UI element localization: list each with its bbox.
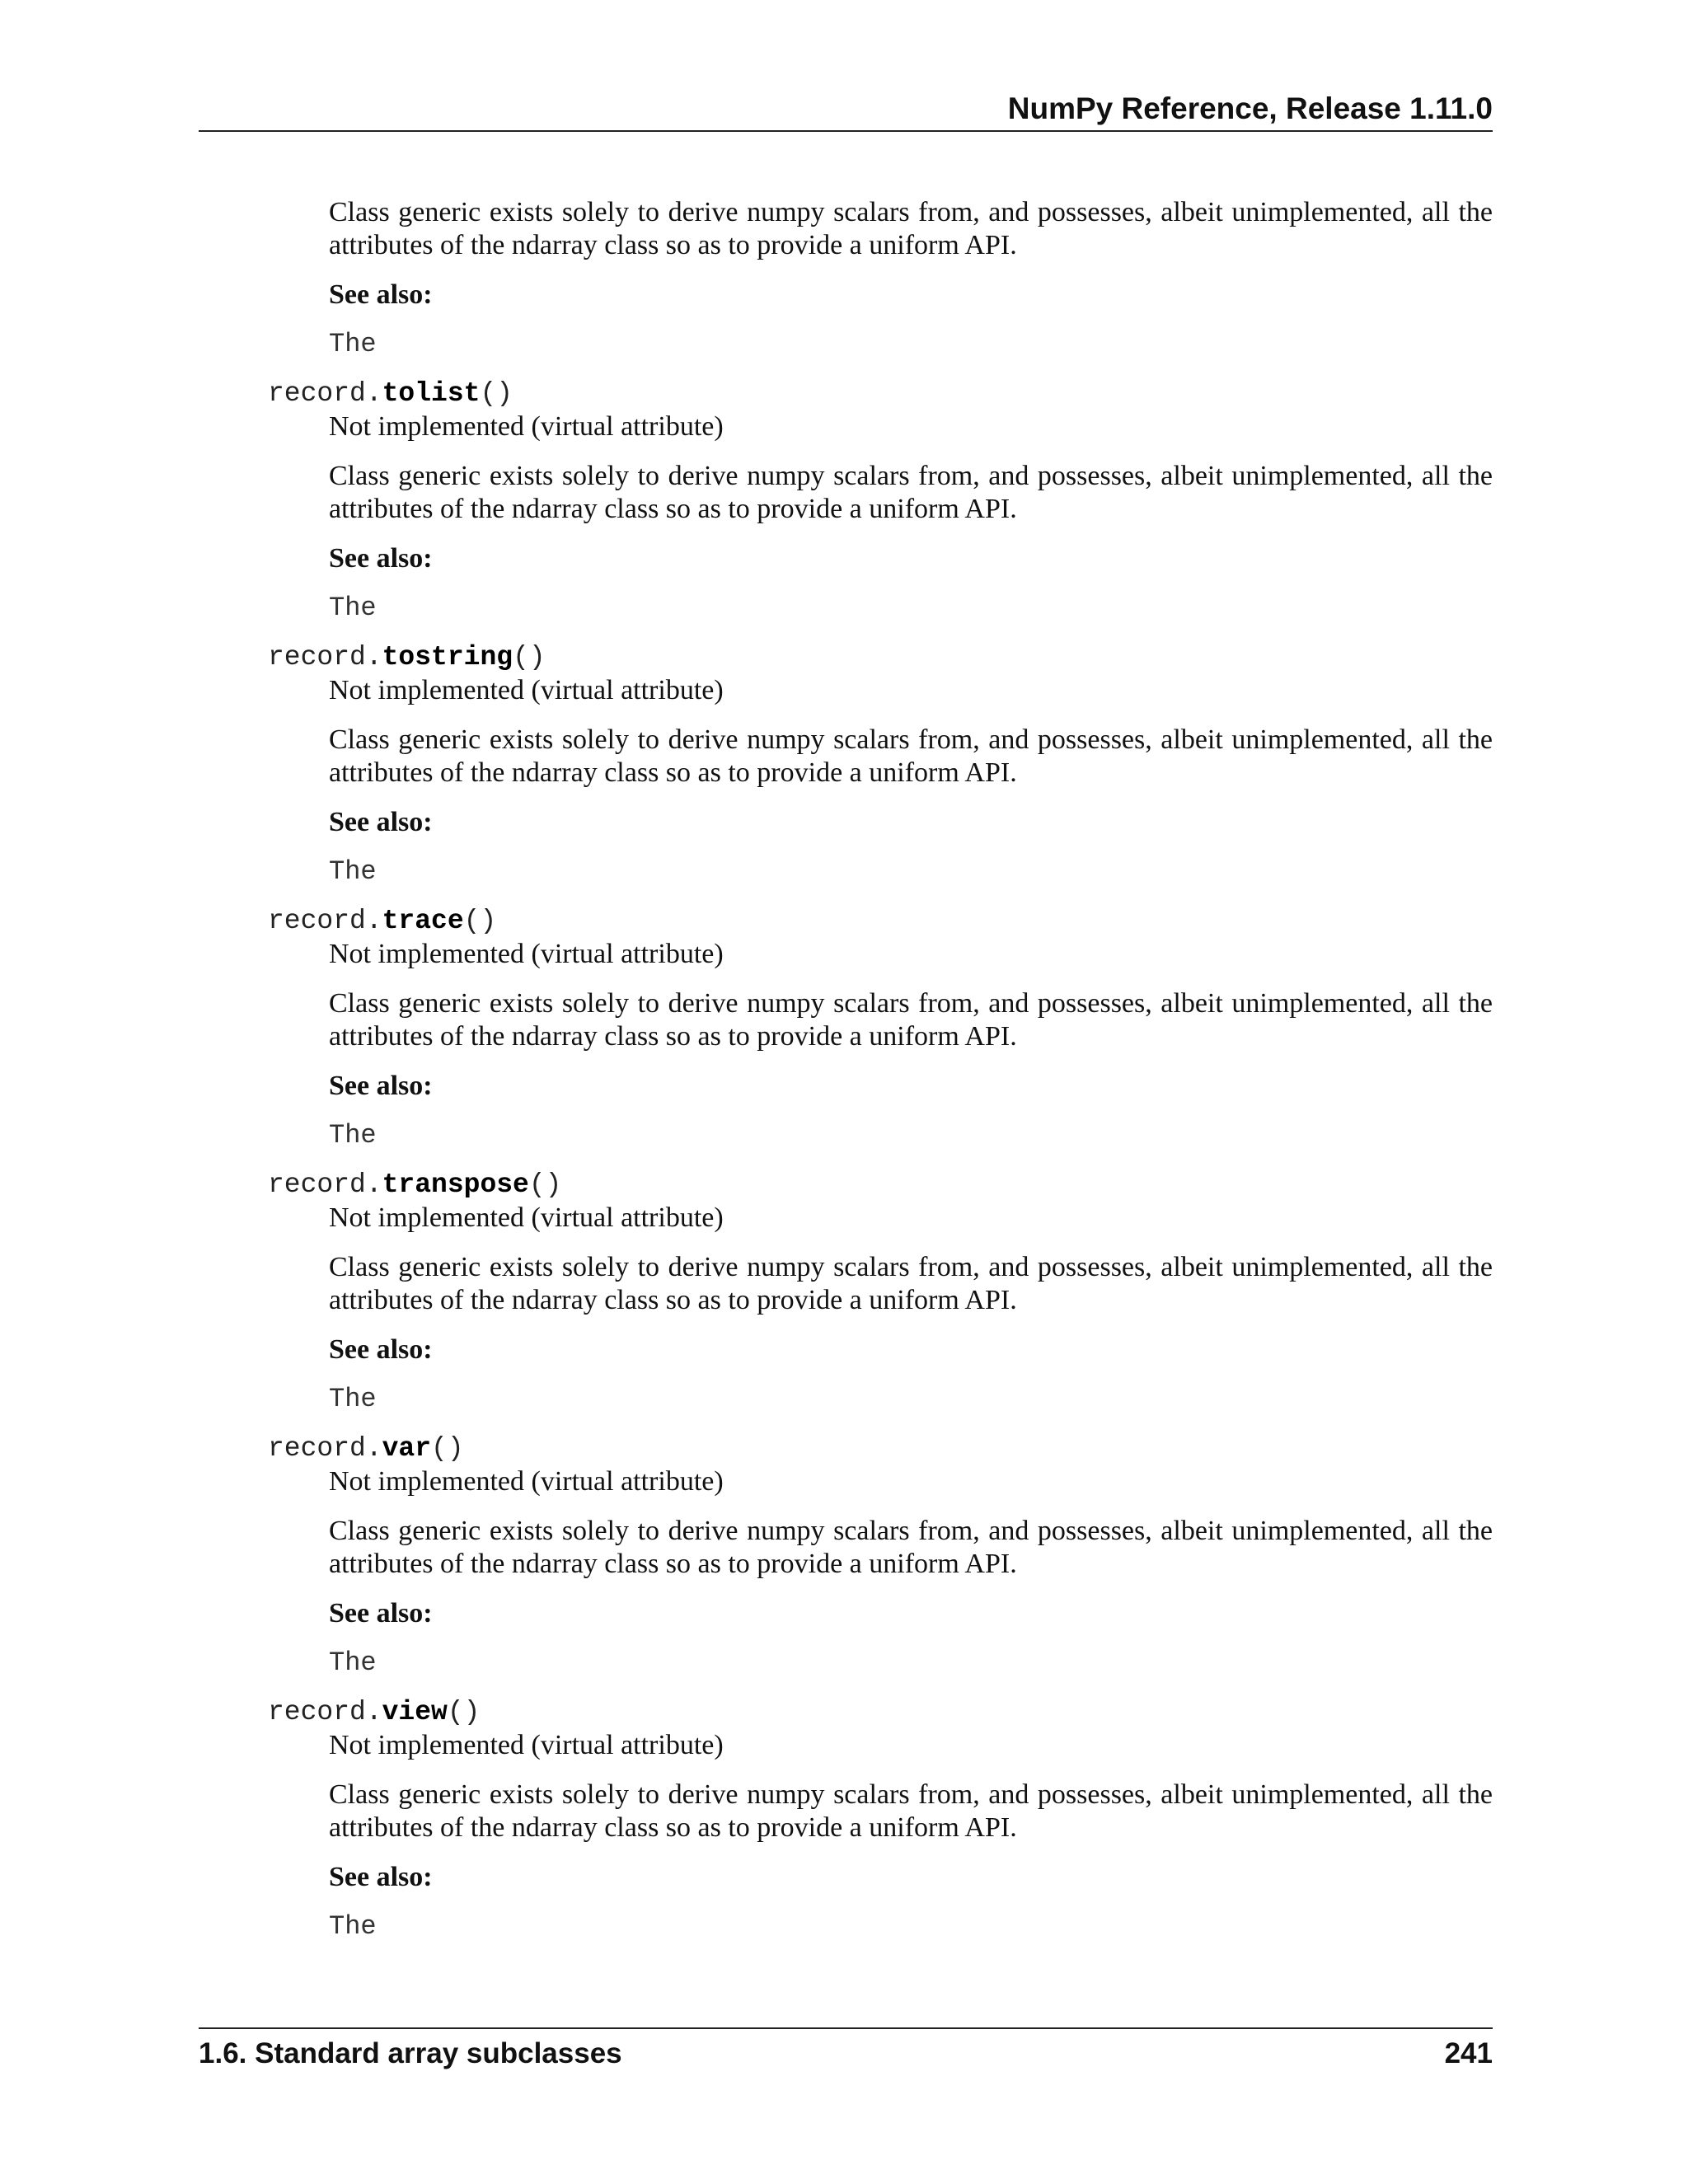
signature-prefix: record. [268, 1169, 382, 1200]
method-body [329, 1465, 1493, 1680]
method-summary: Not implemented (virtual attribute) [329, 1202, 724, 1233]
method-summary: Not implemented (virtual attribute) [329, 411, 724, 442]
method-name: view [382, 1697, 448, 1727]
method-entry-view [199, 1696, 1493, 1943]
signature-prefix: record. [268, 1433, 382, 1464]
method-name: tolist [382, 378, 481, 409]
method-name: var [382, 1433, 432, 1464]
signature-parens: () [447, 1697, 481, 1727]
see-also-text: The [329, 593, 377, 623]
see-also-text: The [329, 1120, 377, 1151]
method-body [329, 1729, 1493, 1943]
method-body [329, 938, 1493, 1152]
description-paragraph: Class generic exists solely to derive numpy scalars from, and possesses, albeit unimplemented, all the attributes of the ndarray class so as to provide a uniform API. [329, 724, 1493, 788]
method-body [329, 410, 1493, 625]
method-summary: Not implemented (virtual attribute) [329, 939, 724, 969]
method-name: transpose [382, 1169, 529, 1200]
description-paragraph: Class generic exists solely to derive numpy scalars from, and possesses, albeit unimplemented, all the attributes of the ndarray class so as to provide a uniform API. [329, 1516, 1493, 1579]
see-also-label: See also: [329, 543, 433, 574]
method-body [329, 674, 1493, 888]
see-also-text: The [329, 1911, 377, 1942]
method-summary: Not implemented (virtual attribute) [329, 1730, 724, 1760]
see-also-label: See also: [329, 1598, 433, 1629]
header-rule [199, 130, 1493, 132]
footer-rule [199, 2027, 1493, 2029]
method-signature [268, 1169, 1493, 1202]
see-also-text: The [329, 856, 377, 887]
signature-prefix: record. [268, 378, 382, 409]
see-also-label: See also: [329, 807, 433, 837]
see-also-label: See also: [329, 1862, 433, 1892]
method-name: tostring [382, 642, 513, 673]
method-entry-transpose [199, 1169, 1493, 1416]
description-paragraph: Class generic exists solely to derive numpy scalars from, and possesses, albeit unimplemented, all the attributes of the ndarray class so as to provide a uniform API. [329, 461, 1493, 524]
description-paragraph: Class generic exists solely to derive numpy scalars from, and possesses, albeit unimplemented, all the attributes of the ndarray class so as to provide a uniform API. [329, 988, 1493, 1052]
see-also-text: The [329, 1647, 377, 1678]
method-name: trace [382, 906, 464, 936]
signature-parens: () [463, 906, 497, 936]
signature-parens: () [513, 642, 546, 673]
method-signature [268, 377, 1493, 410]
method-summary: Not implemented (virtual attribute) [329, 1466, 724, 1497]
method-signature [268, 641, 1493, 674]
method-entry-tolist [199, 377, 1493, 625]
signature-prefix: record. [268, 642, 382, 673]
method-signature [268, 1432, 1493, 1465]
page-number: 241 [1444, 2037, 1493, 2069]
running-header-title: NumPy Reference, Release 1.11.0 [1007, 91, 1493, 125]
see-also-label: See also: [329, 1071, 433, 1101]
method-summary: Not implemented (virtual attribute) [329, 675, 724, 705]
method-signature [268, 1696, 1493, 1729]
intro-block [329, 196, 1493, 361]
method-entry-tostring [199, 641, 1493, 888]
signature-parens: () [431, 1433, 464, 1464]
method-entry-trace [199, 905, 1493, 1152]
signature-prefix: record. [268, 906, 382, 936]
method-signature [268, 905, 1493, 938]
signature-parens: () [480, 378, 513, 409]
signature-parens: () [528, 1169, 562, 1200]
see-also-label: See also: [329, 1334, 433, 1365]
description-paragraph: Class generic exists solely to derive numpy scalars from, and possesses, albeit unimplemented, all the attributes of the ndarray class so as to provide a uniform API. [329, 197, 1493, 260]
method-entry-var [199, 1432, 1493, 1680]
footer-section-title: 1.6. Standard array subclasses [199, 2037, 622, 2069]
method-body [329, 1202, 1493, 1416]
see-also-text: The [329, 1384, 377, 1414]
see-also-text: The [329, 329, 377, 359]
signature-prefix: record. [268, 1697, 382, 1727]
page-content [199, 196, 1493, 1943]
description-paragraph: Class generic exists solely to derive numpy scalars from, and possesses, albeit unimplemented, all the attributes of the ndarray class so as to provide a uniform API. [329, 1252, 1493, 1315]
see-also-label: See also: [329, 279, 433, 310]
description-paragraph: Class generic exists solely to derive numpy scalars from, and possesses, albeit unimplemented, all the attributes of the ndarray class so as to provide a uniform API. [329, 1779, 1493, 1843]
